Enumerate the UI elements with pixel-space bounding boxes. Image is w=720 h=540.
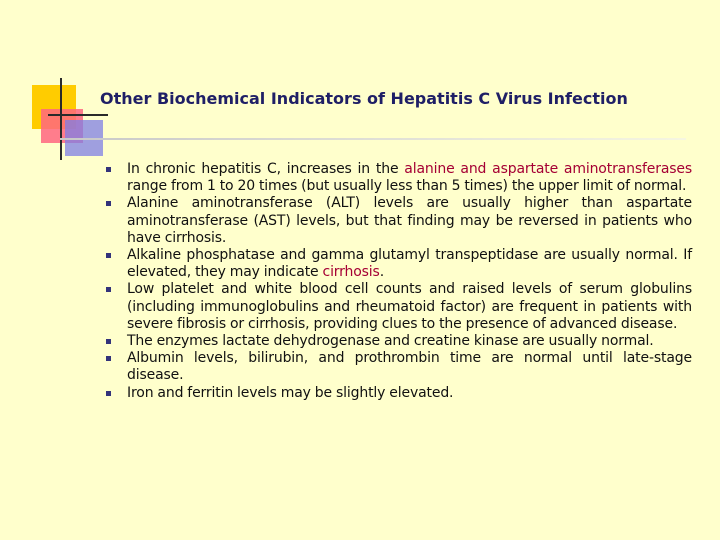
square-bullet-icon [106, 253, 111, 258]
bullet-item-2 [106, 195, 692, 247]
decorative-vertical-line [60, 78, 62, 160]
bullet-item-7 [106, 385, 692, 402]
bullet-item-3 [106, 247, 692, 281]
bullet-text: range from 1 to 20 times (but usually less than 5 times) the upper limit of normal. [127, 178, 687, 195]
bullet-item-5 [106, 333, 692, 350]
square-bullet-icon [106, 167, 111, 172]
slide-title: Other Biochemical Indicators of Hepatitis C Virus Infection [100, 89, 628, 108]
bullet-item-6 [106, 350, 692, 384]
bullet-text: Iron and ferritin levels may be slightly elevated. [127, 384, 454, 401]
bullet-item-4 [106, 281, 692, 333]
bullet-text: The enzymes lactate dehydrogenase and creatine kinase are usually normal. [127, 333, 654, 350]
square-bullet-icon [106, 339, 111, 344]
bullet-text: Low platelet and white blood cell counts and raised levels of serum globulins (including immunoglobulins and rheumatoid factor) are frequent in patients with severe fibrosis or cirrhosis, providing clues to the presence of advanced disease. [127, 281, 692, 332]
bullet-text: Albumin levels, bilirubin, and prothrombin time are normal until late-stage disease. [127, 350, 692, 384]
square-bullet-icon [106, 201, 111, 206]
hyperlink-aminotransferases[interactable]: alanine and aspartate aminotransferases [404, 161, 692, 177]
bullet-text: Alkaline phosphatase and gamma glutamyl transpeptidase are usually normal. If elevated, they may indicate [127, 247, 692, 281]
square-bullet-icon [106, 391, 111, 396]
title-underline [60, 138, 686, 140]
hyperlink-cirrhosis[interactable]: cirrhosis [322, 264, 380, 281]
decorative-horizontal-line [48, 114, 108, 116]
bullet-text: In chronic hepatitis C, increases in the [127, 161, 405, 177]
square-bullet-icon [106, 287, 111, 292]
bullet-text: . [379, 264, 385, 281]
bullet-text: Alanine aminotransferase (ALT) levels are usually higher than aspartate aminotransferase (AST) levels, but that finding may be reversed in patients who have cirrhosis. [127, 195, 692, 246]
bullet-list [106, 161, 692, 402]
square-bullet-icon [106, 356, 111, 361]
bullet-item-1 [106, 161, 692, 195]
